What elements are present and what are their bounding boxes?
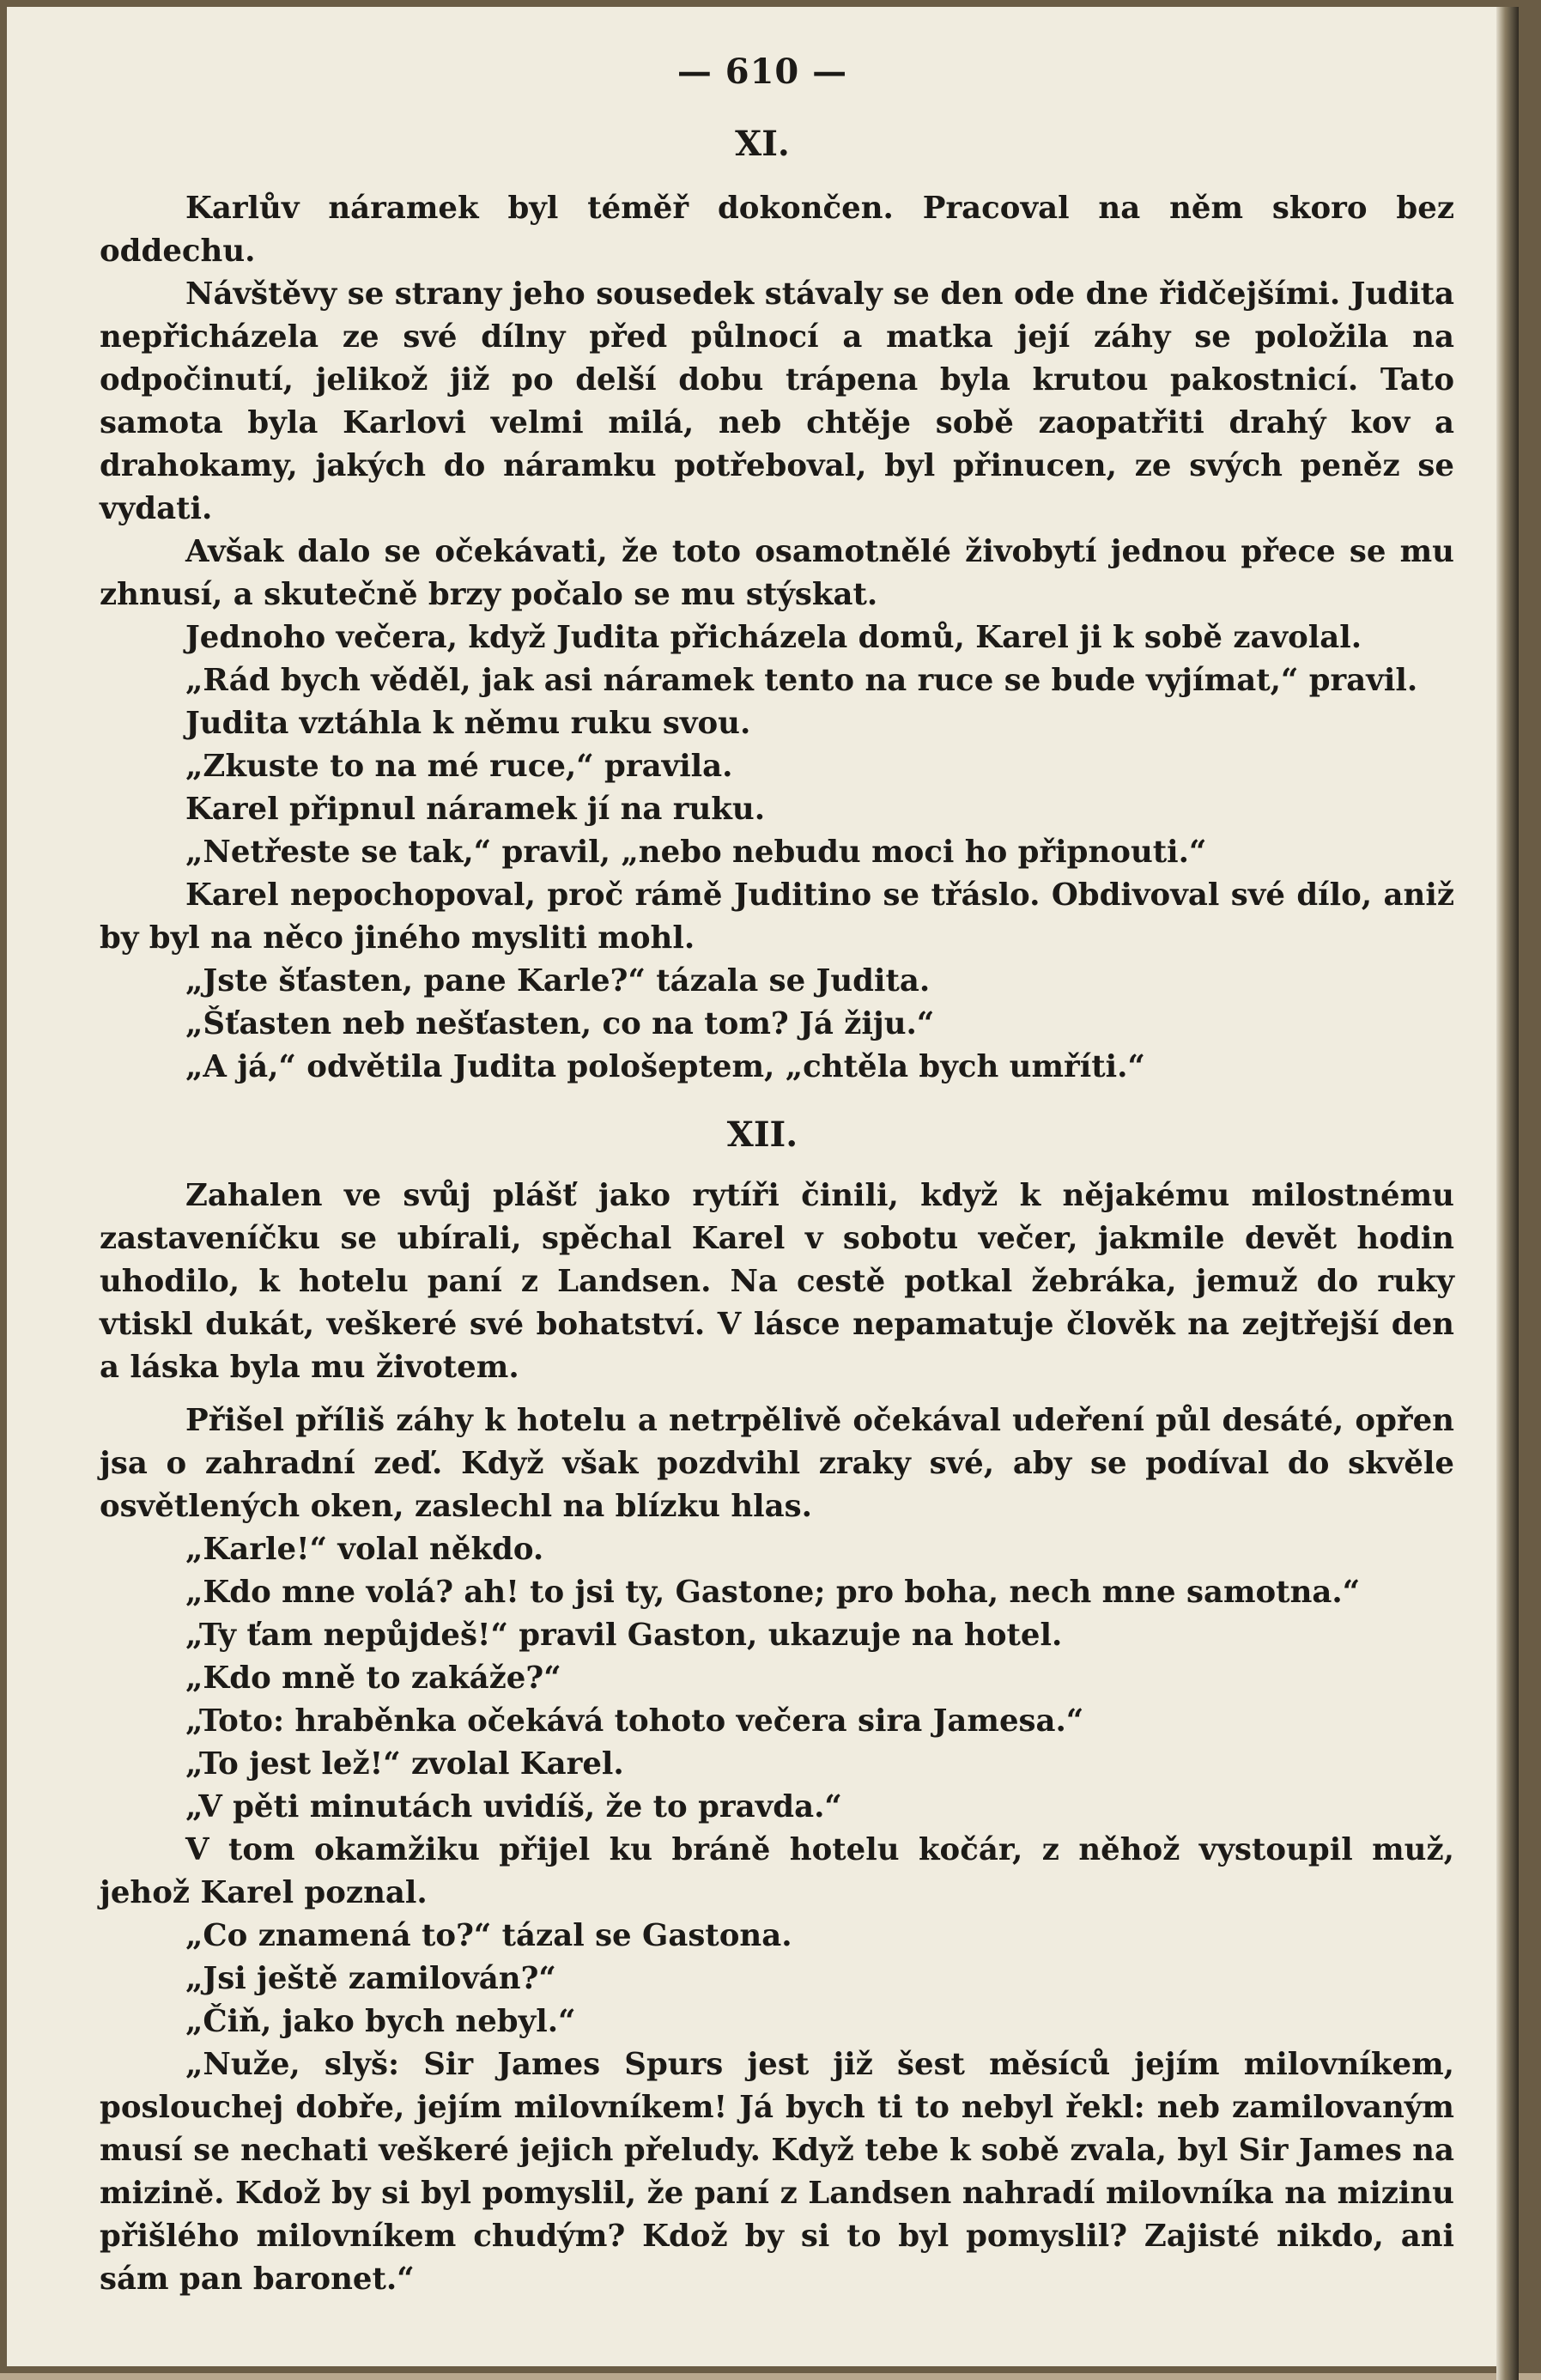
chapter-title: XII. [726,1114,798,1155]
paragraph: „Rád bych věděl, jak asi náramek tento na ruce se bude vyjímat,“ pravil. [185,663,1418,698]
paragraph: „Karle!“ volal někdo. [185,1532,544,1567]
paragraph: „Jste šťasten, pane Karle?“ tázala se Judita. [185,963,931,999]
chapter-xii-text [100,1175,1454,2301]
paragraph: Avšak dalo se očekávati, že toto osamotnělé živobytí jednou přece se mu zhnusí, a skutečně brzy počalo se mu stýskat. [100,534,1454,612]
paragraph: „Toto: hraběnka očekává tohoto večera sira Jamesa.“ [185,1703,1084,1739]
paragraph: „Zkuste to na mé ruce,“ pravila. [185,749,733,784]
page-number: — 610 — [676,52,848,92]
paragraph: „Nuže, slyš: Sir James Spurs jest již šest měsíců jejím milovníkem, poslouchej dobře, jejím milovníkem! Já bych ti to nebyl řekl: neb zamilovaným musí se nechati veškeré jejich přeludy. Když tebe k sobě zvala, byl Sir James na mizině. Kdož by si byl pomyslil, že paní z Landsen nahradí milovníka na mizinu přišlého milovníkem chudým? Kdož by si to byl pomyslil? Zajisté nikdo, ani sám pan baronet.“ [100,2047,1454,2297]
paragraph: Judita vztáhla k němu ruku svou. [185,706,751,741]
paragraph: „To jest lež!“ zvolal Karel. [185,1746,624,1782]
paragraph: Karel připnul náramek jí na ruku. [185,792,766,827]
paragraph: „Čiň, jako bych nebyl.“ [185,2004,576,2039]
chapter-title: XI. [735,124,790,164]
paragraph: Návštěvy se strany jeho sousedek stávaly se den ode dne řidčejšími. Judita nepřicházela ze své dílny před půlnocí a matka její záhy se položila na odpočinutí, jelikož již po delší dobu trápena byla krutou pakostnicí. Tato samota byla Karlovi velmi milá, neb chtěje sobě zaopatřiti drahý kov a drahokamy, jakých do náramku potřeboval, byl přinucen, ze svých peněz se vydati. [100,276,1454,526]
paragraph: Zahalen ve svůj plášť jako rytíři činili, když k nějakému milostnému zastavenı́čku se ubírali, spěchal Karel v sobotu večer, jakmile devět hodin uhodilo, k hotelu paní z Landsen. Na cestě potkal žebráka, jemuž do ruky vtiskl dukát, veškeré své bohatství. V lásce nepamatuje člověk na zejtřejší den a láska byla mu životem. [100,1178,1454,1385]
paragraph: Jednoho večera, když Judita přicházela domů, Karel ji k sobě zavolal. [185,620,1362,655]
paragraph: Přišel příliš záhy k hotelu a netrpělivě očekával udeření půl desáté, opřen jsa o zahradní zeď. Když však pozdvihl zraky své, aby se podíval do skvěle osvětlených oken, zaslechl na blízku hlas. [100,1403,1454,1524]
paragraph: V tom okamžiku přijel ku bráně hotelu kočár, z něhož vystoupil muž, jehož Karel poznal. [100,1832,1454,1910]
paragraph: Karlův náramek byl téměř dokončen. Pracoval na něm skoro bez oddechu. [100,191,1454,269]
book-spine-shadow [1496,7,1519,2380]
paragraph: „Šťasten neb nešťasten, co na tom? Já žiju.“ [185,1006,935,1041]
paragraph: „Ty ťam nepůjdeš!“ pravil Gaston, ukazuje na hotel. [185,1618,1063,1653]
paragraph: „A já,“ odvětila Judita pološeptem, „chtěla bych umříti.“ [185,1049,1145,1084]
paragraph: „Kdo mně to zakáže?“ [185,1661,561,1696]
paragraph: „Jsi ještě zamilován?“ [185,1961,556,1996]
chapter-xi [7,124,1518,164]
paragraph: „Netřeste se tak,“ pravil, „nebo nebudu moci ho připnouti.“ [185,835,1207,870]
paragraph: „Kdo mne volá? ah! to jsi ty, Gastone; pro boha, nech mne samotna.“ [185,1575,1361,1610]
chapter-xi-text [100,187,1454,1089]
paragraph: „Co znamená to?“ tázal se Gastona. [185,1918,792,1953]
chapter-xii [7,1114,1518,1155]
paragraph: Karel nepochopoval, proč rámě Juditino se třáslo. Obdivoval své dílo, aniž by byl na něco jiného mysliti mohl. [100,877,1454,956]
paragraph: „V pěti minutách uvidíš, že to pravda.“ [185,1789,842,1824]
